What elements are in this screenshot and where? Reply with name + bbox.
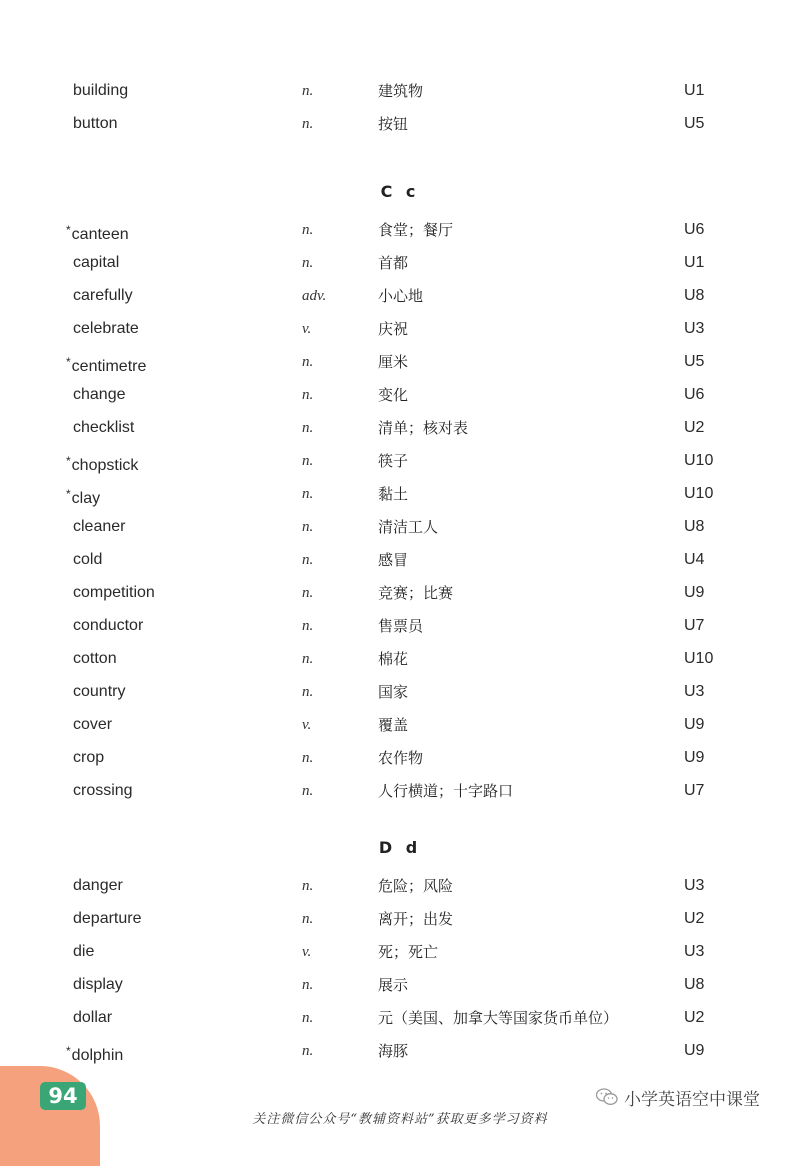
entry-unit: U4: [684, 551, 705, 568]
entry-word-text: dollar: [73, 1009, 113, 1026]
glossary-entry: [0, 346, 800, 379]
entry-word-text: clay: [71, 490, 101, 507]
entry-part-of-speech: n.: [302, 255, 314, 271]
entry-meaning: 食堂；餐厅: [378, 221, 454, 239]
entry-word: [73, 876, 123, 896]
entry-word-text: danger: [73, 877, 123, 894]
glossary-entry: [0, 577, 800, 610]
entry-part-of-speech: v.: [302, 944, 312, 960]
letter-heading: D d: [378, 838, 422, 857]
glossary-entry: [0, 643, 800, 676]
entry-word: [73, 682, 125, 702]
entry-word: [73, 909, 142, 929]
entry-meaning: 危险；风险: [378, 877, 454, 895]
entry-part-of-speech: n.: [302, 977, 314, 993]
entry-meaning: 小心地: [378, 287, 424, 305]
glossary-entry: [0, 247, 800, 280]
entry-meaning: 感冒: [378, 551, 409, 569]
entry-meaning: 黏土: [378, 485, 409, 503]
entry-word: [73, 975, 123, 995]
glossary-entry: [0, 742, 800, 775]
entry-word-text: building: [73, 82, 129, 99]
entry-part-of-speech: n.: [302, 1010, 314, 1026]
entry-word: [73, 942, 94, 962]
entry-unit: U3: [684, 320, 705, 337]
entry-word: [73, 253, 119, 273]
entry-part-of-speech: n.: [302, 387, 314, 403]
entry-word: [66, 1041, 124, 1066]
glossary-entry: [0, 775, 800, 808]
entry-unit: U9: [684, 1042, 705, 1059]
page-number: 94: [40, 1082, 86, 1110]
entry-meaning: 展示: [378, 976, 409, 994]
entry-word: [73, 517, 125, 537]
optional-word-marker: *: [66, 454, 71, 468]
entry-part-of-speech: n.: [302, 878, 314, 894]
entry-unit: U10: [684, 485, 714, 502]
entry-unit: U2: [684, 419, 705, 436]
optional-word-marker: *: [66, 355, 71, 369]
entry-meaning: 清单；核对表: [378, 419, 469, 437]
entry-part-of-speech: n.: [302, 1043, 314, 1059]
letter-heading: C c: [380, 182, 420, 201]
optional-word-marker: *: [66, 223, 71, 237]
entry-unit: U2: [684, 910, 705, 927]
entry-unit: U3: [684, 683, 705, 700]
entry-part-of-speech: n.: [302, 486, 314, 502]
glossary-entry: [0, 445, 800, 478]
glossary-entry: [0, 903, 800, 936]
entry-word-text: celebrate: [73, 320, 139, 337]
glossary-entry: [0, 412, 800, 445]
entry-unit: U9: [684, 584, 705, 601]
entry-unit: U10: [684, 650, 714, 667]
glossary-entry: [0, 108, 800, 141]
entry-word-text: departure: [73, 910, 142, 927]
entry-word: [66, 220, 129, 245]
entry-word: [73, 748, 104, 768]
optional-word-marker: *: [66, 487, 71, 501]
entry-word-text: conductor: [73, 617, 144, 634]
entry-word-text: cleaner: [73, 518, 126, 535]
entry-unit: U5: [684, 115, 705, 132]
entry-meaning: 建筑物: [378, 82, 424, 100]
optional-word-marker: *: [66, 1044, 71, 1058]
entry-unit: U8: [684, 287, 705, 304]
entry-unit: U2: [684, 1009, 705, 1026]
entry-unit: U9: [684, 716, 705, 733]
entry-unit: U7: [684, 617, 705, 634]
entry-meaning: 离开；出发: [378, 910, 454, 928]
entry-part-of-speech: adv.: [302, 288, 327, 304]
entry-word-text: capital: [73, 254, 120, 271]
section-b-continued: [0, 75, 800, 141]
entry-word-text: crop: [73, 749, 105, 766]
entry-word-text: carefully: [73, 287, 133, 304]
wechat-account-name: 小学英语空中课堂: [624, 1089, 760, 1110]
entry-unit: U6: [684, 221, 705, 238]
entry-part-of-speech: n.: [302, 684, 314, 700]
entry-word: [73, 286, 133, 306]
entry-part-of-speech: n.: [302, 354, 314, 370]
glossary-entry: [0, 676, 800, 709]
glossary-entry: [0, 214, 800, 247]
entry-unit: U10: [684, 452, 714, 469]
entry-meaning: 棉花: [378, 650, 409, 668]
entry-word-text: button: [73, 115, 118, 132]
entry-part-of-speech: n.: [302, 420, 314, 436]
entry-part-of-speech: n.: [302, 453, 314, 469]
entry-meaning: 首都: [378, 254, 409, 272]
entry-word: [66, 451, 139, 476]
section-c: [0, 181, 800, 808]
entry-meaning: 变化: [378, 386, 409, 404]
glossary-entry: [0, 280, 800, 313]
entry-word: [66, 352, 147, 377]
entry-part-of-speech: n.: [302, 750, 314, 766]
entry-word-text: chopstick: [71, 457, 139, 474]
entry-word: [73, 550, 102, 570]
entry-word-text: die: [73, 943, 95, 960]
entry-part-of-speech: n.: [302, 651, 314, 667]
glossary-entry: [0, 511, 800, 544]
entry-word: [73, 649, 117, 669]
entry-unit: U3: [684, 943, 705, 960]
entry-word: [73, 1008, 112, 1028]
section-d: [0, 837, 800, 1068]
glossary-entry: [0, 969, 800, 1002]
entry-unit: U6: [684, 386, 705, 403]
entry-meaning: 海豚: [378, 1042, 409, 1060]
entry-unit: U3: [684, 877, 705, 894]
entry-part-of-speech: n.: [302, 116, 314, 132]
entry-word-text: centimetre: [71, 358, 147, 375]
entry-part-of-speech: n.: [302, 222, 314, 238]
entry-meaning: 覆盖: [378, 716, 409, 734]
entry-word: [73, 781, 133, 801]
entry-unit: U7: [684, 782, 705, 799]
glossary-entry: [0, 936, 800, 969]
entry-meaning: 元（美国、加拿大等国家货币单位）: [378, 1009, 619, 1027]
glossary-entry: [0, 610, 800, 643]
entry-unit: U1: [684, 254, 705, 271]
entry-part-of-speech: v.: [302, 717, 312, 733]
entry-meaning: 死；死亡: [378, 943, 439, 961]
footer-note: 关注微信公众号“教辅资料站”获取更多学习资料: [252, 1112, 548, 1127]
glossary-entry: [0, 379, 800, 412]
entry-part-of-speech: n.: [302, 83, 314, 99]
entry-word-text: cotton: [73, 650, 117, 667]
entry-word: [73, 418, 134, 438]
entry-unit: U1: [684, 82, 705, 99]
entry-meaning: 筷子: [378, 452, 409, 470]
entry-unit: U8: [684, 976, 705, 993]
entry-unit: U5: [684, 353, 705, 370]
entry-word-text: checklist: [73, 419, 135, 436]
glossary-entry: [0, 544, 800, 577]
entry-word-text: competition: [73, 584, 155, 601]
glossary-entry: [0, 313, 800, 346]
entry-word-text: display: [73, 976, 123, 993]
entry-meaning: 农作物: [378, 749, 424, 767]
entry-part-of-speech: n.: [302, 911, 314, 927]
entry-word: [66, 484, 101, 509]
glossary-entry: [0, 1035, 800, 1068]
entry-part-of-speech: v.: [302, 321, 312, 337]
glossary-entry: [0, 870, 800, 903]
entry-part-of-speech: n.: [302, 552, 314, 568]
entry-meaning: 竞赛；比赛: [378, 584, 454, 602]
entry-unit: U8: [684, 518, 705, 535]
entry-word: [73, 385, 126, 405]
entry-meaning: 人行横道；十字路口: [378, 782, 514, 800]
entry-part-of-speech: n.: [302, 585, 314, 601]
entry-part-of-speech: n.: [302, 519, 314, 535]
entry-word: [73, 319, 139, 339]
entry-part-of-speech: n.: [302, 618, 314, 634]
wechat-icon: [596, 1088, 618, 1106]
entry-word-text: cold: [73, 551, 103, 568]
entry-meaning: 清洁工人: [378, 518, 439, 536]
entry-word: [73, 81, 128, 101]
entry-word-text: canteen: [71, 226, 129, 243]
entry-word-text: crossing: [73, 782, 133, 799]
wechat-watermark: [596, 1084, 760, 1110]
entry-word-text: change: [73, 386, 126, 403]
entry-unit: U9: [684, 749, 705, 766]
entry-meaning: 国家: [378, 683, 409, 701]
entry-word-text: cover: [73, 716, 113, 733]
glossary-entry: [0, 709, 800, 742]
entry-word: [73, 114, 117, 134]
entry-word: [73, 583, 155, 603]
entry-word: [73, 715, 112, 735]
glossary-entry: [0, 1002, 800, 1035]
glossary-entry: [0, 478, 800, 511]
entry-word: [73, 616, 143, 636]
entry-part-of-speech: n.: [302, 783, 314, 799]
entry-meaning: 厘米: [378, 353, 409, 371]
entry-meaning: 庆祝: [378, 320, 409, 338]
entry-word-text: dolphin: [71, 1047, 124, 1064]
entry-meaning: 售票员: [378, 617, 424, 635]
glossary-entry: [0, 75, 800, 108]
entry-meaning: 按钮: [378, 115, 409, 133]
entry-word-text: country: [73, 683, 126, 700]
